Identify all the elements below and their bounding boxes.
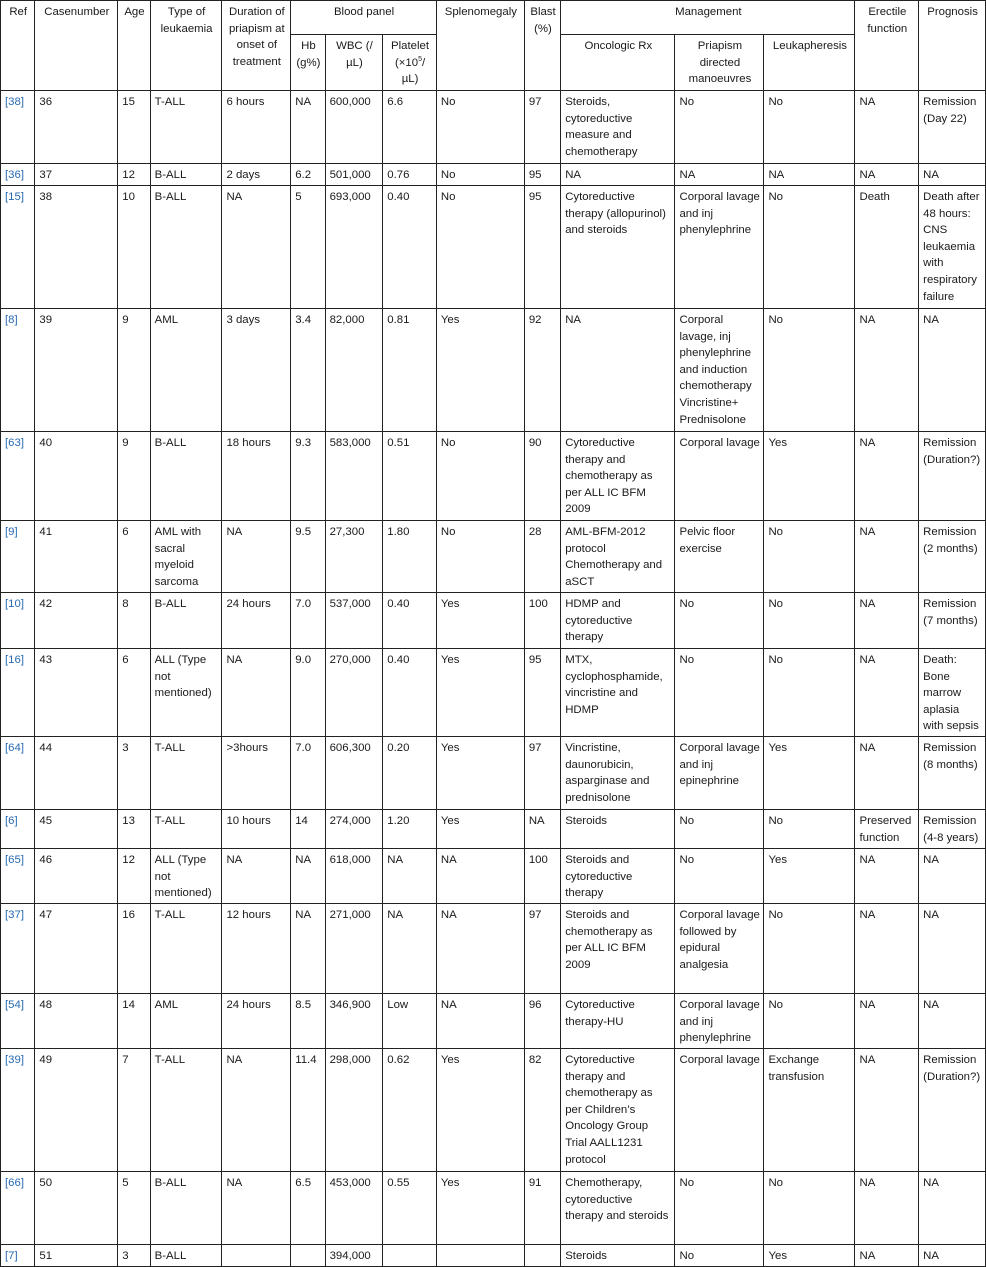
cell-prognosis: NA (919, 1172, 986, 1245)
cell-type: B-ALL (150, 1172, 222, 1245)
cell-leukapheresis: No (764, 91, 855, 164)
cell-type: T-ALL (150, 810, 222, 849)
table-row (1, 432, 986, 521)
cell-wbc: 618,000 (325, 849, 383, 904)
cell-blast: 82 (524, 1049, 560, 1172)
cell-age: 12 (118, 164, 150, 186)
cell-erectile: NA (855, 1172, 919, 1245)
cell-erectile: NA (855, 849, 919, 904)
cell-age: 5 (118, 1172, 150, 1245)
cell-type: ALL (Type not mentioned) (150, 849, 222, 904)
cell-leukapheresis: No (764, 521, 855, 593)
cell-duration: 18 hours (222, 432, 291, 521)
cell-hb: 14 (291, 810, 325, 849)
cell-platelet: 1.20 (383, 810, 437, 849)
cell-wbc: 82,000 (325, 309, 383, 432)
cell-ref[interactable] (1, 810, 35, 849)
cell-blast: NA (524, 810, 560, 849)
cell-age: 7 (118, 1049, 150, 1172)
cell-duration (222, 1245, 291, 1267)
cell-blast: 97 (524, 737, 560, 810)
table-header (1, 1, 986, 91)
reference-link[interactable]: [7] (5, 1250, 18, 1262)
cell-oncologic: Steroids (561, 810, 675, 849)
cell-type: B-ALL (150, 186, 222, 309)
cell-erectile: NA (855, 994, 919, 1049)
cell-hb: NA (291, 91, 325, 164)
header-splenomegaly: Splenomegaly (436, 1, 524, 91)
cell-blast (524, 1245, 560, 1267)
cell-wbc: 453,000 (325, 1172, 383, 1245)
cell-age: 16 (118, 904, 150, 994)
header-blast: Blast (%) (524, 1, 560, 91)
cell-casenumber: 43 (35, 649, 118, 737)
cell-prognosis: NA (919, 904, 986, 994)
cell-leukapheresis: Yes (764, 432, 855, 521)
cell-type: T-ALL (150, 904, 222, 994)
cell-erectile: NA (855, 521, 919, 593)
cell-prognosis: Death after 48 hours: CNS leukaemia with respiratory failure (919, 186, 986, 309)
cell-ref[interactable] (1, 521, 35, 593)
cell-oncologic: Steroids (561, 1245, 675, 1267)
cell-age: 9 (118, 309, 150, 432)
cell-duration: >3hours (222, 737, 291, 810)
reference-link[interactable]: [54] (5, 999, 24, 1011)
cell-duration: NA (222, 521, 291, 593)
cell-oncologic: MTX, cyclophosphamide, vincristine and HDMP (561, 649, 675, 737)
cell-casenumber: 40 (35, 432, 118, 521)
cell-erectile: NA (855, 432, 919, 521)
cell-platelet: NA (383, 904, 437, 994)
cell-ref[interactable] (1, 1049, 35, 1172)
header-blood-panel: Blood panel (291, 1, 437, 35)
cell-splenomegaly: NA (436, 994, 524, 1049)
table-row (1, 849, 986, 904)
cell-blast: 96 (524, 994, 560, 1049)
reference-link[interactable]: [16] (5, 654, 24, 666)
cell-blast: 92 (524, 309, 560, 432)
header-erectile: Erectile function (855, 1, 919, 91)
cell-ref[interactable] (1, 849, 35, 904)
cell-hb: 6.5 (291, 1172, 325, 1245)
cell-oncologic: Steroids, cytoreductive measure and chemotherapy (561, 91, 675, 164)
table-row (1, 994, 986, 1049)
cell-duration: 6 hours (222, 91, 291, 164)
table-row (1, 1049, 986, 1172)
cell-ref[interactable] (1, 91, 35, 164)
cell-priapism-directed: No (675, 1172, 764, 1245)
cell-casenumber: 48 (35, 994, 118, 1049)
cell-casenumber: 47 (35, 904, 118, 994)
cell-splenomegaly: No (436, 432, 524, 521)
cell-splenomegaly: Yes (436, 1172, 524, 1245)
cell-priapism-directed: Corporal lavage (675, 432, 764, 521)
cell-prognosis: NA (919, 309, 986, 432)
cell-hb: 9.3 (291, 432, 325, 521)
cell-splenomegaly: No (436, 521, 524, 593)
table-row (1, 649, 986, 737)
cell-priapism-directed: No (675, 1245, 764, 1267)
cell-blast: 91 (524, 1172, 560, 1245)
cell-duration: 24 hours (222, 593, 291, 649)
reference-link[interactable]: [64] (5, 742, 24, 754)
table-row (1, 309, 986, 432)
cell-duration: 12 hours (222, 904, 291, 994)
cell-leukapheresis: No (764, 1172, 855, 1245)
cell-prognosis: Remission (4-8 years) (919, 810, 986, 849)
cell-leukapheresis: Yes (764, 849, 855, 904)
cell-ref[interactable] (1, 994, 35, 1049)
cell-type: B-ALL (150, 432, 222, 521)
cell-duration: NA (222, 186, 291, 309)
cell-wbc: 583,000 (325, 432, 383, 521)
cell-hb: NA (291, 849, 325, 904)
cell-duration: NA (222, 649, 291, 737)
cell-leukapheresis: Exchange transfusion (764, 1049, 855, 1172)
cell-leukapheresis: No (764, 186, 855, 309)
cell-type: T-ALL (150, 1049, 222, 1172)
cell-splenomegaly: NA (436, 849, 524, 904)
cell-priapism-directed: No (675, 849, 764, 904)
cell-platelet: 1.80 (383, 521, 437, 593)
cell-oncologic: Cytoreductive therapy-HU (561, 994, 675, 1049)
cell-wbc: 27,300 (325, 521, 383, 593)
cell-ref[interactable] (1, 1245, 35, 1267)
cell-prognosis: Remission (2 months) (919, 521, 986, 593)
reference-link[interactable]: [66] (5, 1177, 24, 1189)
header-ref: Ref (1, 1, 35, 91)
cell-leukapheresis: No (764, 810, 855, 849)
cell-prognosis: Remission (Day 22) (919, 91, 986, 164)
cell-ref[interactable] (1, 1172, 35, 1245)
cell-hb: 5 (291, 186, 325, 309)
cell-splenomegaly: No (436, 91, 524, 164)
cell-erectile: NA (855, 91, 919, 164)
cell-erectile: NA (855, 309, 919, 432)
cell-type: AML with sacral myeloid sarcoma (150, 521, 222, 593)
cell-erectile: NA (855, 593, 919, 649)
cell-casenumber: 39 (35, 309, 118, 432)
cell-hb: 11.4 (291, 1049, 325, 1172)
cell-platelet: 0.81 (383, 309, 437, 432)
cell-prognosis: NA (919, 849, 986, 904)
cell-leukapheresis: No (764, 994, 855, 1049)
cell-blast: 97 (524, 91, 560, 164)
cell-oncologic: NA (561, 309, 675, 432)
cell-age: 3 (118, 737, 150, 810)
header-age: Age (118, 1, 150, 91)
cell-age: 15 (118, 91, 150, 164)
cell-blast: 28 (524, 521, 560, 593)
cell-casenumber: 45 (35, 810, 118, 849)
cell-priapism-directed: Corporal lavage followed by epidural analgesia (675, 904, 764, 994)
cell-leukapheresis: No (764, 309, 855, 432)
cell-casenumber: 46 (35, 849, 118, 904)
cell-platelet: Low (383, 994, 437, 1049)
cell-platelet: 0.51 (383, 432, 437, 521)
cell-platelet: 0.55 (383, 1172, 437, 1245)
cell-ref[interactable] (1, 432, 35, 521)
cell-duration: NA (222, 1172, 291, 1245)
reference-link[interactable]: [15] (5, 191, 24, 203)
cell-oncologic: Cytoreductive therapy (allopurinol) and steroids (561, 186, 675, 309)
header-hb: Hb (g%) (291, 35, 325, 91)
cell-wbc: 271,000 (325, 904, 383, 994)
cell-age: 8 (118, 593, 150, 649)
cell-erectile: NA (855, 164, 919, 186)
cell-oncologic: Cytoreductive therapy and chemotherapy as per Children’s Oncology Group Trial AALL1231 protocol (561, 1049, 675, 1172)
cell-age: 14 (118, 994, 150, 1049)
cell-priapism-directed: NA (675, 164, 764, 186)
cell-wbc: 274,000 (325, 810, 383, 849)
table-row (1, 593, 986, 649)
cell-type: B-ALL (150, 1245, 222, 1267)
cell-ref[interactable] (1, 309, 35, 432)
header-casenumber: Casenumber (35, 1, 118, 91)
table-row (1, 737, 986, 810)
cell-platelet (383, 1245, 437, 1267)
cell-oncologic: HDMP and cytoreductive therapy (561, 593, 675, 649)
table-row (1, 810, 986, 849)
cell-priapism-directed: No (675, 593, 764, 649)
cell-duration: 2 days (222, 164, 291, 186)
cell-type: B-ALL (150, 593, 222, 649)
cell-splenomegaly: Yes (436, 593, 524, 649)
header-management: Management (561, 1, 855, 35)
header-prognosis: Prognosis (919, 1, 986, 91)
cell-platelet: 0.62 (383, 1049, 437, 1172)
cell-prognosis: NA (919, 1245, 986, 1267)
cell-wbc: 501,000 (325, 164, 383, 186)
cell-hb: 9.0 (291, 649, 325, 737)
table-row (1, 186, 986, 309)
cell-casenumber: 41 (35, 521, 118, 593)
cell-prognosis: Remission (8 months) (919, 737, 986, 810)
cell-casenumber: 37 (35, 164, 118, 186)
cell-leukapheresis: No (764, 904, 855, 994)
cell-age: 6 (118, 521, 150, 593)
cell-age: 13 (118, 810, 150, 849)
cell-splenomegaly: Yes (436, 1049, 524, 1172)
reference-link[interactable]: [63] (5, 437, 24, 449)
cell-platelet: 6.6 (383, 91, 437, 164)
cell-oncologic: Steroids and chemotherapy as per ALL IC BFM 2009 (561, 904, 675, 994)
cell-splenomegaly: No (436, 186, 524, 309)
cell-priapism-directed: Corporal lavage (675, 1049, 764, 1172)
cell-wbc: 298,000 (325, 1049, 383, 1172)
cell-blast: 95 (524, 186, 560, 309)
cell-ref[interactable] (1, 737, 35, 810)
cell-casenumber: 42 (35, 593, 118, 649)
header-platelet: Platelet ($\times 10^5/$ µL) (383, 35, 437, 91)
cell-type: B-ALL (150, 164, 222, 186)
header-oncologic: Oncologic Rx (561, 35, 675, 91)
cell-leukapheresis: Yes (764, 737, 855, 810)
reference-link[interactable]: [8] (5, 314, 18, 326)
header-wbc: WBC (/ µL) (325, 35, 383, 91)
reference-link[interactable]: [6] (5, 815, 18, 827)
reference-link[interactable]: [36] (5, 169, 24, 181)
cell-erectile: NA (855, 737, 919, 810)
cell-leukapheresis: No (764, 593, 855, 649)
cell-platelet: 0.40 (383, 593, 437, 649)
cell-platelet: 0.40 (383, 186, 437, 309)
header-duration: Duration of priapism at onset of treatment (222, 1, 291, 91)
cell-leukapheresis: No (764, 649, 855, 737)
cell-ref[interactable] (1, 186, 35, 309)
reference-link[interactable]: [10] (5, 598, 24, 610)
cell-leukapheresis: NA (764, 164, 855, 186)
reference-link[interactable]: [9] (5, 526, 18, 538)
header-type: Type of leukaemia (150, 1, 222, 91)
cell-platelet: 0.76 (383, 164, 437, 186)
cell-duration: 10 hours (222, 810, 291, 849)
cell-blast: 100 (524, 593, 560, 649)
cell-hb: 7.0 (291, 593, 325, 649)
cell-erectile: NA (855, 904, 919, 994)
cell-ref[interactable] (1, 904, 35, 994)
cell-blast: 90 (524, 432, 560, 521)
cell-wbc: 394,000 (325, 1245, 383, 1267)
cell-priapism-directed: Pelvic floor exercise (675, 521, 764, 593)
cell-priapism-directed: Corporal lavage and inj phenylephrine (675, 994, 764, 1049)
cell-prognosis: Remission (7 months) (919, 593, 986, 649)
cell-hb: NA (291, 904, 325, 994)
reference-link[interactable]: [37] (5, 909, 24, 921)
cell-oncologic: AML-BFM-2012 protocol Chemotherapy and aSCT (561, 521, 675, 593)
cell-prognosis: NA (919, 994, 986, 1049)
cell-blast: 95 (524, 164, 560, 186)
cell-oncologic: Vincristine, daunorubicin, asparginase and prednisolone (561, 737, 675, 810)
cell-priapism-directed: Corporal lavage and inj epinephrine (675, 737, 764, 810)
cell-hb: 3.4 (291, 309, 325, 432)
cell-wbc: 537,000 (325, 593, 383, 649)
cell-age: 9 (118, 432, 150, 521)
header-leukapheresis: Leukapheresis (764, 35, 855, 91)
cell-splenomegaly: Yes (436, 810, 524, 849)
table-row (1, 1172, 986, 1245)
cell-priapism-directed: No (675, 649, 764, 737)
cell-wbc: 346,900 (325, 994, 383, 1049)
cell-type: T-ALL (150, 737, 222, 810)
cell-oncologic: Chemotherapy, cytoreductive therapy and steroids (561, 1172, 675, 1245)
cell-wbc: 600,000 (325, 91, 383, 164)
cell-type: AML (150, 309, 222, 432)
table-row (1, 1245, 986, 1267)
cell-blast: 95 (524, 649, 560, 737)
cell-priapism-directed: Corporal lavage and inj phenylephrine (675, 186, 764, 309)
cell-casenumber: 36 (35, 91, 118, 164)
cell-wbc: 693,000 (325, 186, 383, 309)
cell-ref[interactable] (1, 164, 35, 186)
cell-hb: 7.0 (291, 737, 325, 810)
cell-prognosis: Death: Bone marrow aplasia with sepsis (919, 649, 986, 737)
cell-duration: NA (222, 849, 291, 904)
cell-erectile: Preserved function (855, 810, 919, 849)
cell-type: ALL (Type not mentioned) (150, 649, 222, 737)
cell-wbc: 606,300 (325, 737, 383, 810)
cell-blast: 97 (524, 904, 560, 994)
reference-link[interactable]: [65] (5, 854, 24, 866)
cell-age: 6 (118, 649, 150, 737)
table-body (1, 91, 986, 1267)
reference-link[interactable]: [38] (5, 96, 24, 108)
cell-platelet: 0.40 (383, 649, 437, 737)
cell-wbc: 270,000 (325, 649, 383, 737)
cell-splenomegaly: NA (436, 904, 524, 994)
cell-erectile: NA (855, 1245, 919, 1267)
cell-priapism-directed: No (675, 91, 764, 164)
cell-ref[interactable] (1, 593, 35, 649)
cell-prognosis: Remission (Duration?) (919, 1049, 986, 1172)
cell-prognosis: NA (919, 164, 986, 186)
cell-casenumber: 50 (35, 1172, 118, 1245)
table-row (1, 164, 986, 186)
cell-erectile: Death (855, 186, 919, 309)
cell-leukapheresis: Yes (764, 1245, 855, 1267)
cell-oncologic: NA (561, 164, 675, 186)
cell-casenumber: 51 (35, 1245, 118, 1267)
cell-splenomegaly: Yes (436, 309, 524, 432)
cell-platelet: 0.20 (383, 737, 437, 810)
cell-duration: NA (222, 1049, 291, 1172)
cell-ref[interactable] (1, 649, 35, 737)
cell-oncologic: Cytoreductive therapy and chemotherapy as per ALL IC BFM 2009 (561, 432, 675, 521)
cell-splenomegaly (436, 1245, 524, 1267)
cell-splenomegaly: No (436, 164, 524, 186)
cell-splenomegaly: Yes (436, 737, 524, 810)
cell-age: 3 (118, 1245, 150, 1267)
cell-erectile: NA (855, 1049, 919, 1172)
cell-platelet: NA (383, 849, 437, 904)
cell-hb: 9.5 (291, 521, 325, 593)
cell-erectile: NA (855, 649, 919, 737)
cell-hb: 6.2 (291, 164, 325, 186)
cell-duration: 3 days (222, 309, 291, 432)
cell-type: AML (150, 994, 222, 1049)
table-row (1, 521, 986, 593)
reference-link[interactable]: [39] (5, 1054, 24, 1066)
table-row (1, 91, 986, 164)
cell-oncologic: Steroids and cytoreductive therapy (561, 849, 675, 904)
cell-age: 10 (118, 186, 150, 309)
cell-priapism-directed: Corporal lavage, inj phenylephrine and induction chemotherapy Vincristine+ Prednisolone (675, 309, 764, 432)
cell-blast: 100 (524, 849, 560, 904)
cell-duration: 24 hours (222, 994, 291, 1049)
cell-type: T-ALL (150, 91, 222, 164)
cell-age: 12 (118, 849, 150, 904)
cell-hb (291, 1245, 325, 1267)
cell-prognosis: Remission (Duration?) (919, 432, 986, 521)
cell-casenumber: 49 (35, 1049, 118, 1172)
cell-hb: 8.5 (291, 994, 325, 1049)
cell-casenumber: 44 (35, 737, 118, 810)
cell-casenumber: 38 (35, 186, 118, 309)
header-priapism-directed: Priapism directed manoeuvres (675, 35, 764, 91)
table-row (1, 904, 986, 994)
cell-splenomegaly: Yes (436, 649, 524, 737)
cell-priapism-directed: No (675, 810, 764, 849)
